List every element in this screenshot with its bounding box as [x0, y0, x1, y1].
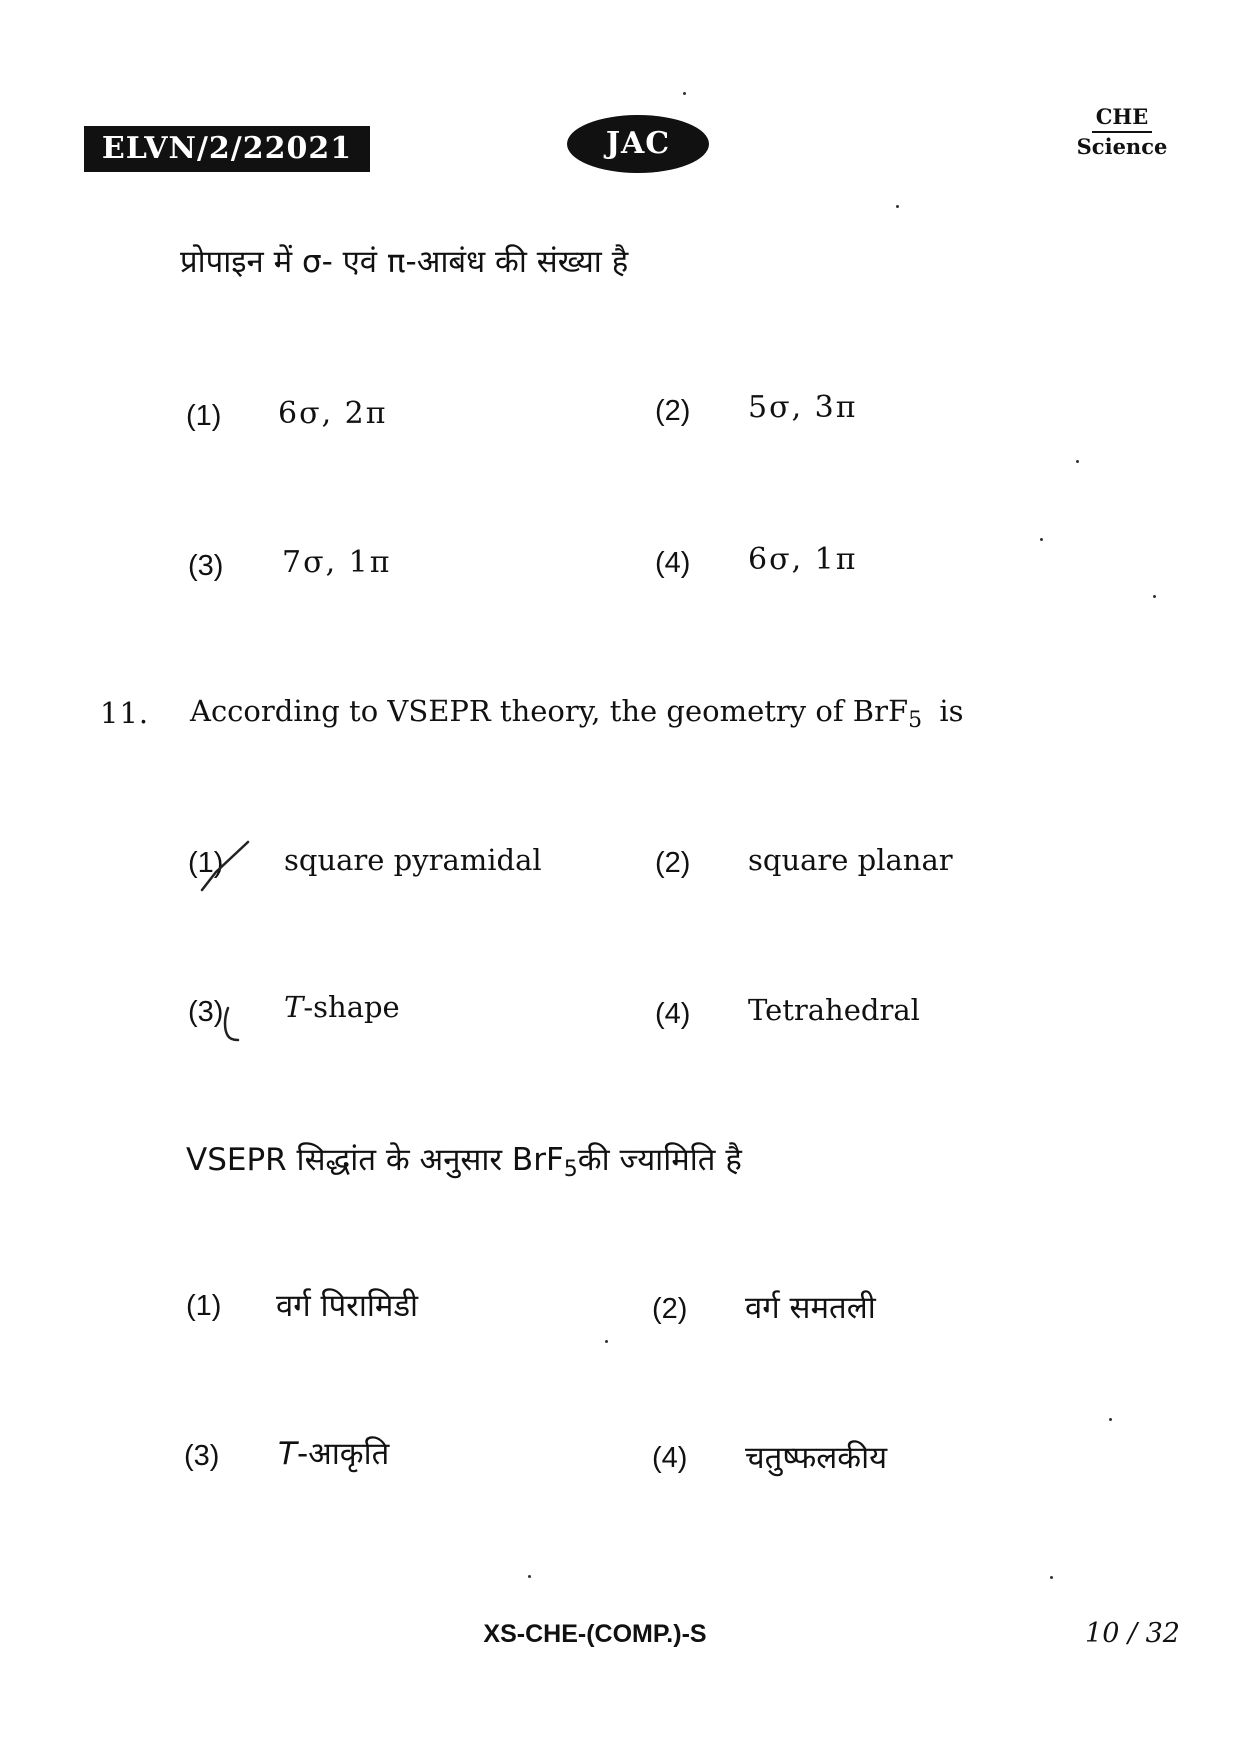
- option-number: (1): [188, 847, 224, 879]
- option-number: (4): [655, 547, 691, 579]
- scan-speck: [1153, 595, 1156, 598]
- option-value: 5σ, 3π: [748, 390, 858, 425]
- question-11-hindi-end: की ज्यामिति है: [577, 1142, 742, 1178]
- option-number: (4): [652, 1442, 688, 1474]
- option-number: (2): [655, 847, 691, 879]
- option-value: square pyramidal: [284, 843, 542, 877]
- question-11-hindi-main: VSEPR सिद्धांत के अनुसार BrF: [186, 1142, 564, 1178]
- scan-speck: [683, 92, 686, 95]
- pen-stroke-icon: [220, 1004, 244, 1044]
- option-value: 6σ, 1π: [748, 542, 858, 577]
- subject-top: CHE: [1092, 104, 1153, 133]
- scan-speck: [1109, 1418, 1112, 1421]
- paper-code: ELVN/2/22021: [84, 126, 370, 172]
- board-logo: JAC: [567, 115, 709, 173]
- option-value: [278, 1432, 389, 1474]
- option-number: (2): [655, 395, 691, 427]
- page-number: 10 / 32: [1085, 1618, 1180, 1649]
- subscript: 5: [908, 708, 923, 733]
- option-value: Tetrahedral: [748, 993, 920, 1027]
- option-number: (1): [186, 400, 222, 432]
- option-value: [284, 990, 400, 1024]
- scan-speck: [528, 1575, 531, 1578]
- scan-speck: [605, 1340, 608, 1343]
- italic-t: T: [278, 1436, 297, 1472]
- option-value: square planar: [748, 843, 953, 877]
- option-value: 7σ, 1π: [282, 545, 392, 580]
- question-10-hindi: प्रोपाइन में σ- एवं π-आबंध की संख्या है: [180, 244, 629, 280]
- check-mark-icon: [196, 838, 256, 898]
- scan-speck: [896, 205, 899, 208]
- subject-bottom: Science: [1076, 134, 1168, 159]
- option-number: (1): [186, 1290, 222, 1322]
- option-value: वर्ग पिरामिडी: [276, 1288, 419, 1324]
- subscript: 5: [563, 1157, 578, 1182]
- option-value-rest: -shape: [303, 990, 400, 1024]
- question-11-text-end: is: [939, 694, 964, 728]
- option-value: 6σ, 2π: [278, 396, 388, 431]
- question-11-text: [190, 694, 963, 733]
- subject-label: [1062, 104, 1182, 159]
- option-number: (2): [652, 1293, 688, 1325]
- scan-speck: [1050, 1576, 1053, 1579]
- option-value: वर्ग समतली: [745, 1290, 876, 1326]
- option-value: चतुष्फलकीय: [745, 1440, 888, 1476]
- footer-code: XS-CHE-(COMP.)-S: [483, 1620, 707, 1648]
- option-value-rest: -आकृति: [296, 1436, 390, 1472]
- question-number: 11.: [100, 696, 150, 730]
- scan-speck: [1076, 460, 1079, 463]
- question-11-hindi: [186, 1138, 742, 1182]
- option-number: (3): [188, 550, 224, 582]
- option-number: (3): [184, 1440, 220, 1472]
- question-11-text-main: According to VSEPR theory, the geometry of BrF: [190, 694, 909, 728]
- italic-t: T: [284, 990, 304, 1024]
- option-number: (4): [655, 998, 691, 1030]
- option-number: (3): [188, 996, 224, 1028]
- scan-speck: [1040, 538, 1043, 541]
